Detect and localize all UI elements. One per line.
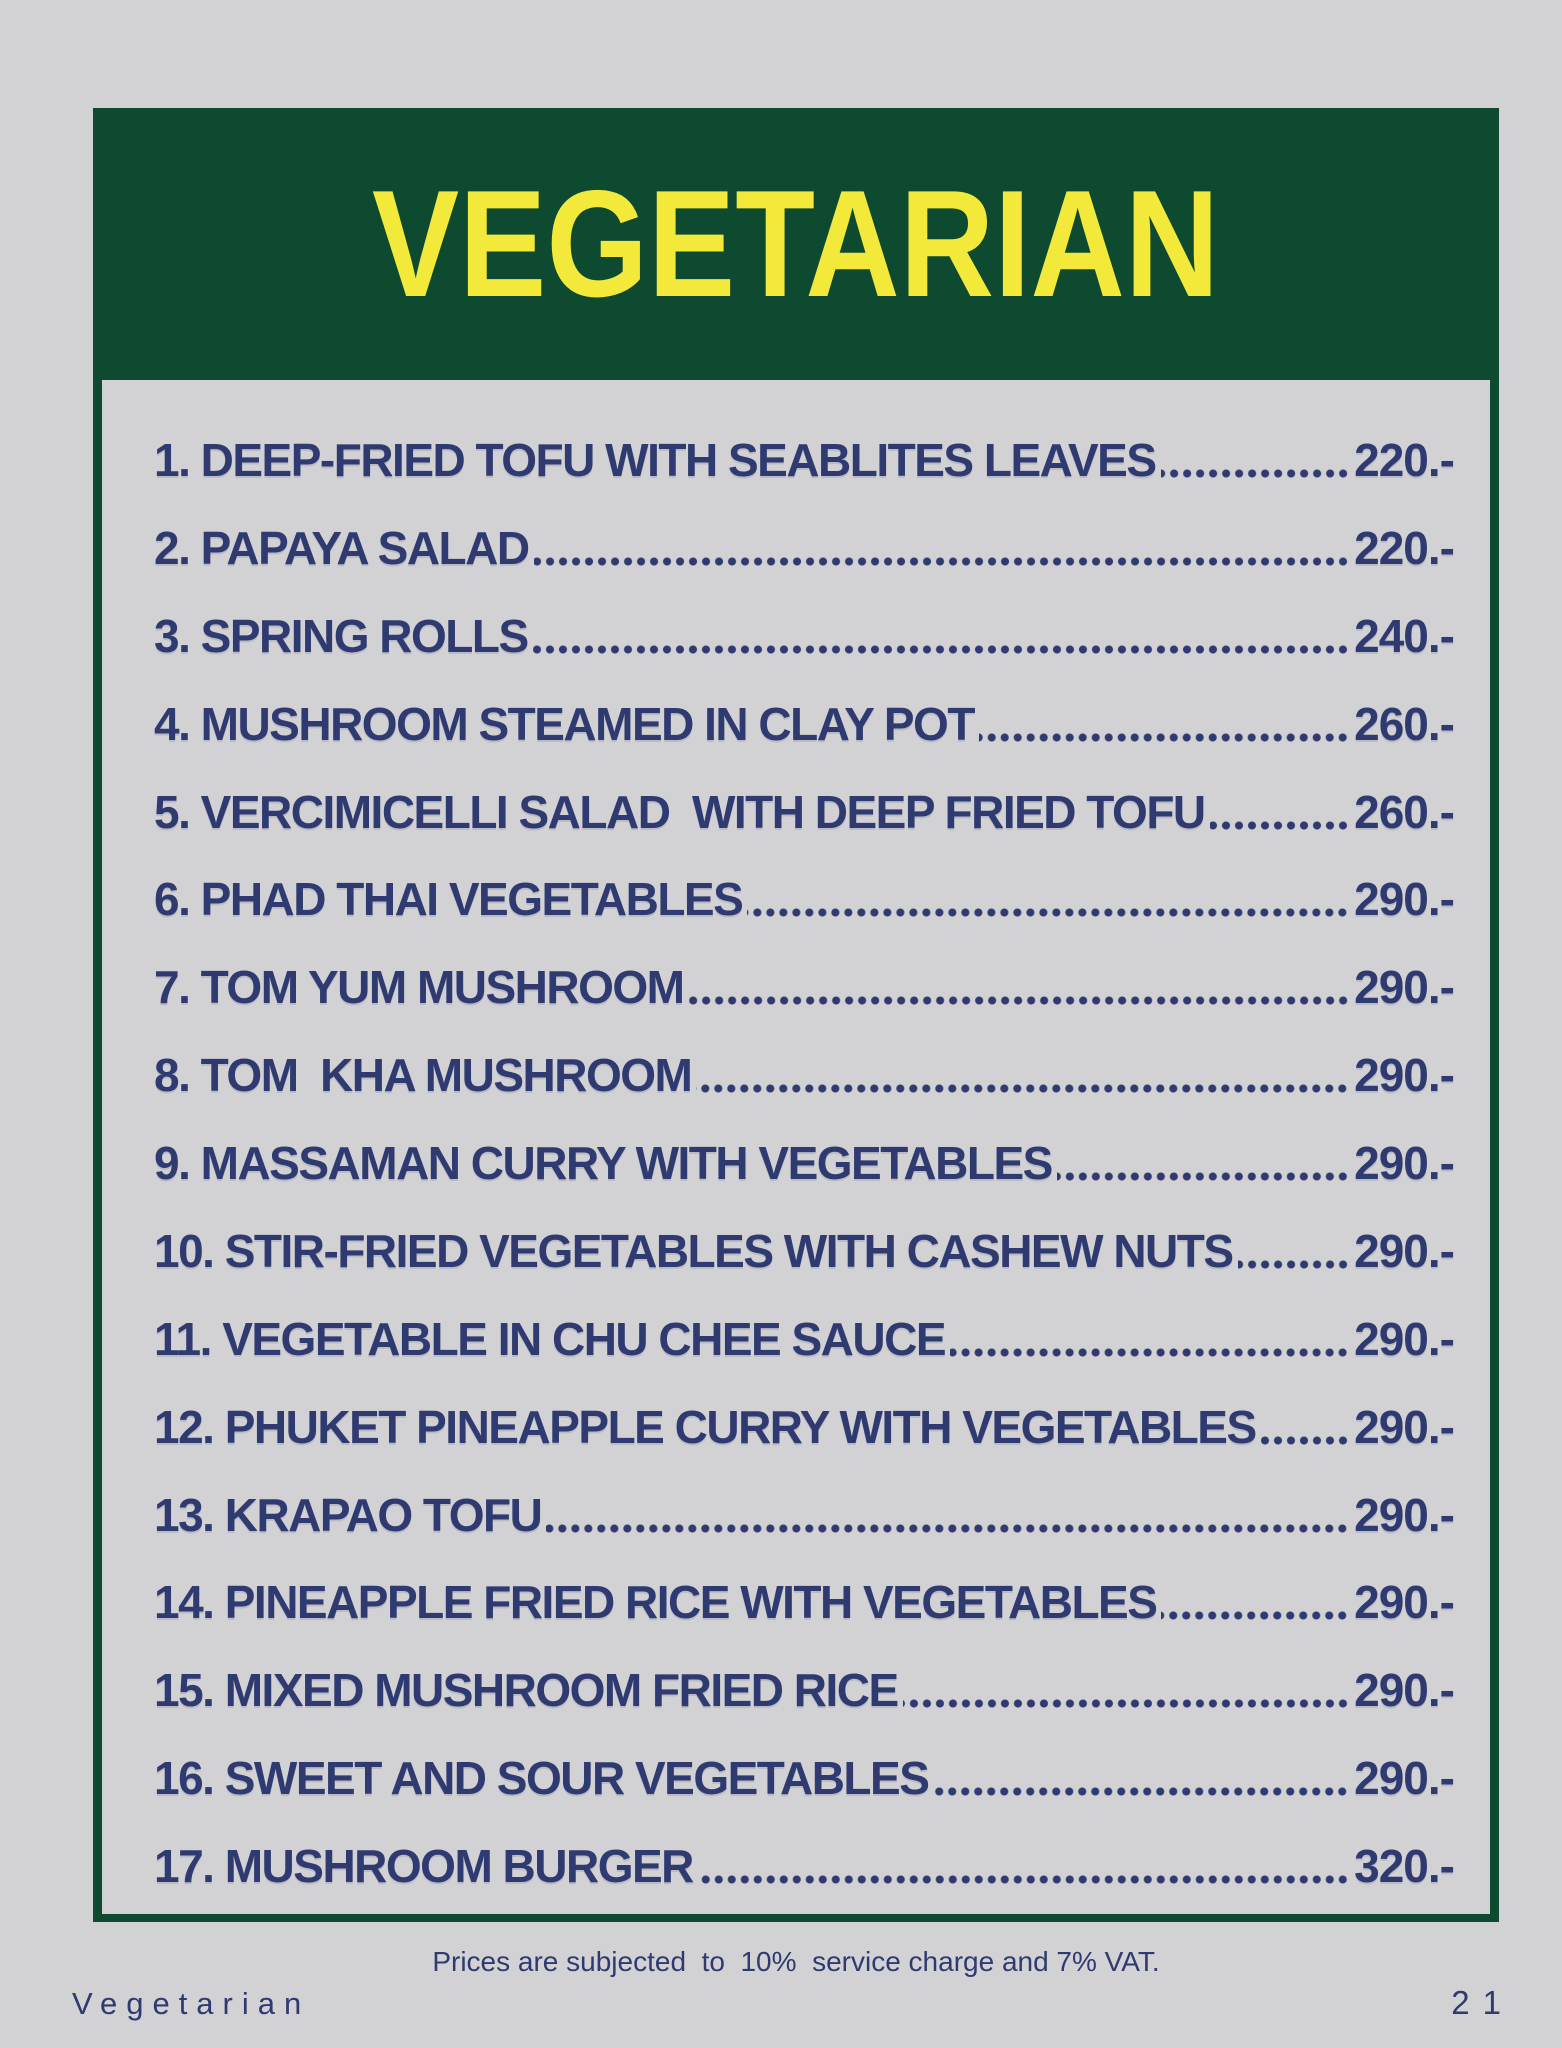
menu-item-label: 10. STIR-FRIED VEGETABLES WITH CASHEW NUTS bbox=[154, 1224, 1233, 1277]
menu-item-row bbox=[154, 937, 1454, 1025]
menu-item-label: 15. MIXED MUSHROOM FRIED RICE bbox=[154, 1664, 898, 1717]
menu-item-price: 260.- bbox=[1354, 785, 1454, 838]
menu-item-row bbox=[154, 1113, 1454, 1201]
menu-item-price: 290.- bbox=[1354, 1312, 1454, 1365]
menu-item-label: 16. SWEET AND SOUR VEGETABLES bbox=[154, 1752, 929, 1805]
menu-item-row bbox=[154, 498, 1454, 586]
menu-item-price: 290.- bbox=[1354, 1664, 1454, 1717]
menu-item-label: 5. VERCIMICELLI SALAD WITH DEEP FRIED TOFU bbox=[154, 785, 1205, 838]
menu-item-price: 260.- bbox=[1354, 697, 1454, 750]
menu-item-price: 290.- bbox=[1354, 961, 1454, 1014]
menu-item-price: 290.- bbox=[1354, 1752, 1454, 1805]
menu-item-price: 220.- bbox=[1354, 434, 1454, 486]
menu-item-row bbox=[154, 1289, 1454, 1377]
menu-item-row bbox=[154, 1552, 1454, 1640]
dotted-leader bbox=[534, 557, 1352, 567]
menu-item-row bbox=[154, 674, 1454, 762]
menu-item-label: 3. SPRING ROLLS bbox=[154, 609, 528, 662]
menu-header bbox=[93, 108, 1499, 380]
menu-item-price: 290.- bbox=[1354, 1400, 1454, 1453]
menu-item-label: 11. VEGETABLE IN CHU CHEE SAUCE bbox=[154, 1312, 946, 1365]
dotted-leader bbox=[698, 1875, 1351, 1885]
menu-item-price: 220.- bbox=[1354, 521, 1454, 574]
dotted-leader bbox=[1261, 1436, 1351, 1446]
menu-item-price: 290.- bbox=[1354, 1049, 1454, 1102]
dotted-leader bbox=[979, 733, 1351, 743]
menu-card bbox=[93, 108, 1499, 1922]
footer-section-label: Vegetarian bbox=[72, 1986, 311, 2021]
menu-item-label: 6. PHAD THAI VEGETABLES bbox=[154, 873, 743, 926]
page-title: VEGETARIAN bbox=[372, 159, 1220, 329]
menu-item-label: 9. MASSAMAN CURRY WITH VEGETABLES bbox=[154, 1137, 1052, 1189]
menu-item-row bbox=[154, 410, 1454, 498]
dotted-leader bbox=[1057, 1172, 1351, 1182]
menu-item-label: 12. PHUKET PINEAPPLE CURRY WITH VEGETABLES bbox=[154, 1400, 1256, 1453]
menu-item-row bbox=[154, 1025, 1454, 1113]
dotted-leader bbox=[1210, 821, 1352, 831]
menu-item-row bbox=[154, 1465, 1454, 1553]
menu-item-row bbox=[154, 1377, 1454, 1465]
menu-item-row bbox=[154, 849, 1454, 937]
dotted-leader bbox=[689, 996, 1352, 1006]
footer-row bbox=[72, 1984, 1514, 2022]
menu-item-row bbox=[154, 1201, 1454, 1289]
menu-item-label: 2. PAPAYA SALAD bbox=[154, 521, 529, 574]
menu-item-label: 7. TOM YUM MUSHROOM bbox=[154, 961, 684, 1014]
page-number: 21 bbox=[1451, 1984, 1514, 2021]
menu-item-label: 13. KRAPAO TOFU bbox=[154, 1488, 542, 1541]
menu-item-label: 4. MUSHROOM STEAMED IN CLAY POT bbox=[154, 697, 974, 750]
footer-note: Prices are subjected to 10% service charge and 7% VAT. bbox=[432, 1946, 1160, 1977]
menu-item-price: 290.- bbox=[1354, 873, 1454, 926]
menu-item-label: 14. PINEAPPLE FRIED RICE WITH VEGETABLES bbox=[154, 1576, 1157, 1629]
menu-item-row bbox=[154, 1640, 1454, 1728]
dotted-leader bbox=[1238, 1260, 1352, 1270]
menu-list bbox=[154, 410, 1454, 1904]
dotted-leader bbox=[950, 1348, 1351, 1358]
menu-panel bbox=[102, 380, 1490, 1914]
dotted-leader bbox=[903, 1699, 1351, 1709]
dotted-leader bbox=[1161, 1611, 1351, 1621]
menu-item-row bbox=[154, 586, 1454, 674]
menu-item-row bbox=[154, 1816, 1454, 1904]
dotted-leader bbox=[933, 1787, 1351, 1797]
menu-item-price: 320.- bbox=[1354, 1840, 1454, 1892]
dotted-leader bbox=[696, 1084, 1351, 1094]
menu-item-price: 240.- bbox=[1354, 609, 1454, 662]
menu-item-price: 290.- bbox=[1354, 1137, 1454, 1189]
dotted-leader bbox=[747, 908, 1351, 918]
menu-item-row bbox=[154, 1728, 1454, 1816]
menu-item-price: 290.- bbox=[1354, 1488, 1454, 1541]
menu-item-price: 290.- bbox=[1354, 1576, 1454, 1629]
menu-item-row bbox=[154, 762, 1454, 850]
dotted-leader bbox=[533, 645, 1351, 655]
menu-item-label: 8. TOM KHA MUSHROOM bbox=[154, 1049, 692, 1102]
menu-item-price: 290.- bbox=[1354, 1224, 1454, 1277]
dotted-leader bbox=[1161, 469, 1352, 479]
menu-item-label: 1. DEEP-FRIED TOFU WITH SEABLITES LEAVES bbox=[154, 434, 1156, 486]
menu-item-label: 17. MUSHROOM BURGER bbox=[154, 1840, 693, 1892]
dotted-leader bbox=[546, 1524, 1351, 1534]
